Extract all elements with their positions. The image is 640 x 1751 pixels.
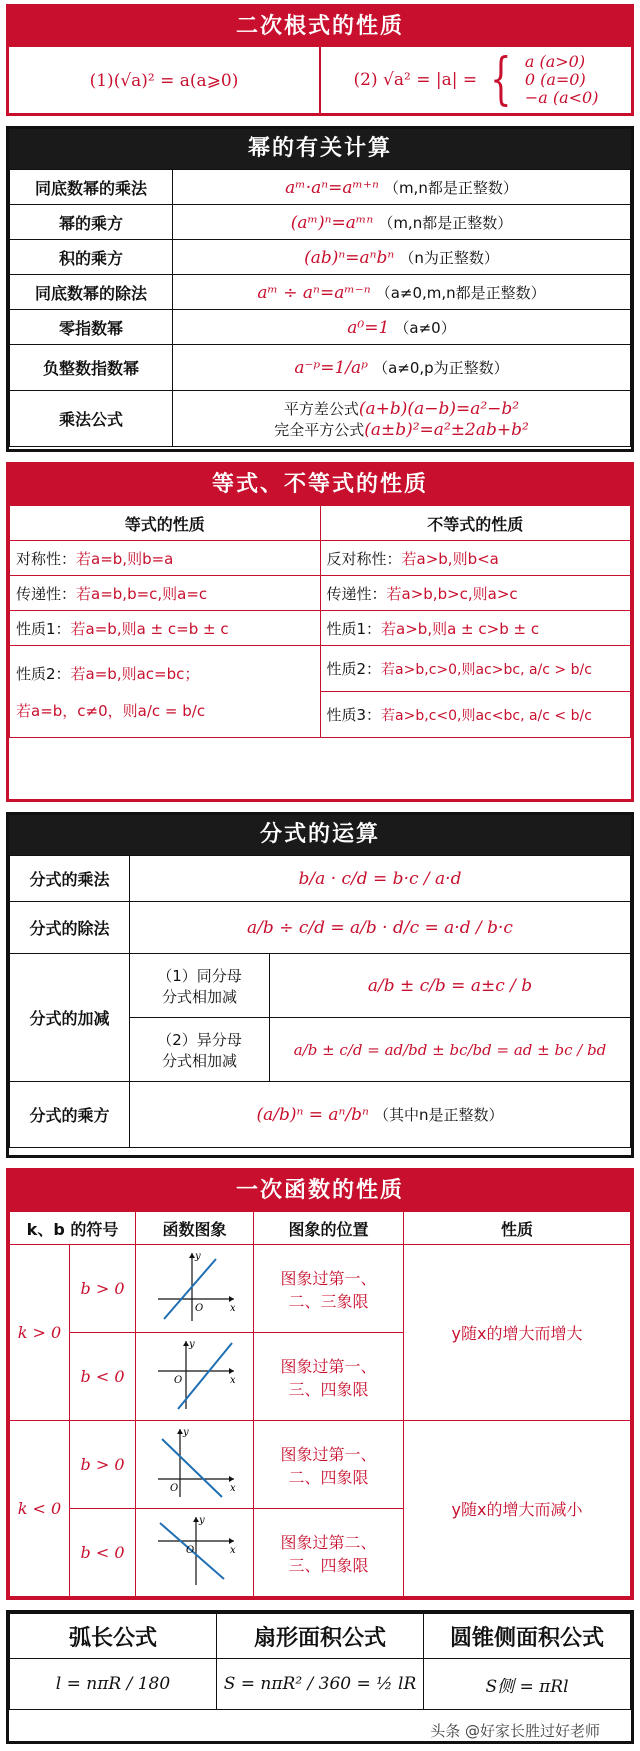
inequality-cell: 性质2：若a>b,c>0,则ac>bc, a/c > b/c — [320, 646, 631, 692]
formula: a⁰=1 — [347, 317, 390, 338]
card-fraction-operations — [6, 812, 634, 1158]
equality-cell: 性质2：若a=b,则ac=bc； 若a=b，c≠0，则a/c = b/c — [10, 646, 321, 738]
property-decreasing: y随x的增大而减小 — [404, 1421, 631, 1597]
svg-text:O: O — [194, 1302, 203, 1314]
card-title: 幂的有关计算 — [9, 129, 631, 169]
cone-lateral-area-formula: S侧 = πRl — [424, 1659, 631, 1710]
svg-text:O: O — [169, 1482, 178, 1494]
col-header-equality: 等式的性质 — [10, 506, 321, 541]
note: （n为正整数） — [399, 248, 499, 267]
row-label: 负整数指数幂 — [10, 345, 173, 391]
inequality-cell: 性质1：若a>b,则a ± c>b ± c — [320, 611, 631, 646]
k-negative: k < 0 — [10, 1421, 70, 1597]
svg-text:x: x — [229, 1302, 236, 1314]
note: （a≠0,p为正整数） — [373, 359, 509, 377]
b-sign: b > 0 — [70, 1245, 136, 1333]
row-label: 分式的乘法 — [10, 856, 130, 902]
card-title: 二次根式的性质 — [9, 7, 631, 47]
position-text: 图象过第二、 三、四象限 — [254, 1509, 404, 1597]
col-header-inequality: 不等式的性质 — [320, 506, 631, 541]
row-label: 分式的加减 — [10, 954, 130, 1082]
position-text: 图象过第一、 二、四象限 — [254, 1421, 404, 1509]
svg-text:y: y — [194, 1250, 201, 1262]
graph-cell — [136, 1333, 254, 1421]
inequality-cell: 传递性：若a>b,b>c,则a>c — [320, 576, 631, 611]
header-property: 性质 — [404, 1212, 631, 1245]
header-position: 图象的位置 — [254, 1212, 404, 1245]
watermark: 头条 @好家长胜过好老师 — [430, 1722, 600, 1740]
card-title: 等式、不等式的性质 — [9, 465, 631, 505]
equality-cell: 传递性：若a=b,b=c,则a=c — [10, 576, 321, 611]
graph-cell — [136, 1421, 254, 1509]
same-denominator-label: （1）同分母 分式相加减 — [130, 954, 270, 1018]
svg-text:y: y — [198, 1514, 205, 1526]
svg-text:x: x — [229, 1544, 236, 1556]
different-denominator-formula: a/b ± c/d = ad/bd ± bc/bd = ad ± bc / bd — [270, 1018, 631, 1082]
b-sign: b < 0 — [70, 1333, 136, 1421]
formula: aᵐ ÷ aⁿ=aᵐ⁻ⁿ — [257, 282, 371, 303]
header-cone-lateral-area: 圆锥侧面积公式 — [424, 1614, 631, 1659]
graph-k-neg-b-pos — [150, 1425, 240, 1501]
graph-k-neg-b-neg — [150, 1513, 240, 1589]
inequality-cell: 性质3：若a>b,c<0,则ac<bc, a/c < b/c — [320, 692, 631, 738]
row-label: 乘法公式 — [10, 391, 173, 447]
multiplication-formulas: 平方差公式(a+b)(a−b)=a²−b² 完全平方公式(a±b)²=a²±2ab+b² — [173, 391, 631, 447]
card-title: 分式的运算 — [9, 815, 631, 855]
row-label: 同底数幂的除法 — [10, 275, 173, 310]
card-power-calculations — [6, 126, 634, 452]
radical-property-2: (2) √a² = |a| = { a (a>0) 0 (a=0) −a (a<0) — [353, 47, 599, 112]
note: （a≠0,m,n都是正整数） — [375, 283, 546, 302]
svg-text:O: O — [185, 1544, 194, 1556]
header-sector-area: 扇形面积公式 — [217, 1614, 424, 1659]
note: （a≠0） — [394, 318, 456, 337]
position-text: 图象过第一、 二、三象限 — [254, 1245, 404, 1333]
row-label: 积的乘方 — [10, 240, 173, 275]
fraction-multiplication: b/a · c/d = b·c / a·d — [130, 856, 631, 902]
row-label: 幂的乘方 — [10, 205, 173, 240]
b-sign: b < 0 — [70, 1509, 136, 1597]
note: （m,n都是正整数） — [378, 213, 513, 232]
sector-area-formula: S = nπR² / 360 = ½ lR — [217, 1659, 424, 1710]
svg-text:O: O — [173, 1374, 182, 1386]
formula: a⁻ᵖ=1/aᵖ — [294, 358, 368, 378]
card-linear-function — [6, 1168, 634, 1600]
graph-cell — [136, 1509, 254, 1597]
row-label: 分式的乘方 — [10, 1082, 130, 1148]
same-denominator-formula: a/b ± c/b = a±c / b — [270, 954, 631, 1018]
svg-text:x: x — [229, 1482, 236, 1494]
row-label: 零指数幂 — [10, 310, 173, 345]
property-increasing: y随x的增大而增大 — [404, 1245, 631, 1421]
graph-k-pos-b-neg — [150, 1337, 240, 1413]
graph-k-pos-b-pos — [150, 1249, 240, 1325]
row-label: 同底数幂的乘法 — [10, 170, 173, 205]
different-denominator-label: （2）异分母 分式相加减 — [130, 1018, 270, 1082]
equality-cell: 对称性：若a=b,则b=a — [10, 541, 321, 576]
svg-text:y: y — [188, 1338, 195, 1350]
b-sign: b > 0 — [70, 1421, 136, 1509]
header-graph: 函数图象 — [136, 1212, 254, 1245]
equality-cell: 性质1：若a=b,则a ± c=b ± c — [10, 611, 321, 646]
arc-length-formula: l = nπR / 180 — [10, 1659, 217, 1710]
formula: (ab)ⁿ=aⁿbⁿ — [304, 247, 395, 268]
card-equality-inequality — [6, 462, 634, 802]
formula: aᵐ·aⁿ=aᵐ⁺ⁿ — [285, 177, 379, 198]
card-title: 一次函数的性质 — [9, 1171, 631, 1211]
svg-text:y: y — [182, 1426, 189, 1438]
note: （m,n都是正整数） — [383, 178, 518, 197]
k-positive: k > 0 — [10, 1245, 70, 1421]
row-label: 分式的除法 — [10, 902, 130, 954]
card-radical-properties — [6, 4, 634, 116]
fraction-power: (a/b)ⁿ = aⁿ/bⁿ （其中n是正整数） — [130, 1082, 631, 1148]
graph-cell — [136, 1245, 254, 1333]
header-arc-length: 弧长公式 — [10, 1614, 217, 1659]
header-sign: k、b 的符号 — [10, 1212, 136, 1245]
formula: (aᵐ)ⁿ=aᵐⁿ — [290, 212, 374, 233]
radical-property-1: (1)(√a)² = a(a⩾0) — [9, 47, 320, 113]
svg-text:x: x — [229, 1374, 236, 1386]
inequality-cell: 反对称性：若a>b,则b<a — [320, 541, 631, 576]
position-text: 图象过第一、 三、四象限 — [254, 1333, 404, 1421]
fraction-division: a/b ÷ c/d = a/b · d/c = a·d / b·c — [130, 902, 631, 954]
